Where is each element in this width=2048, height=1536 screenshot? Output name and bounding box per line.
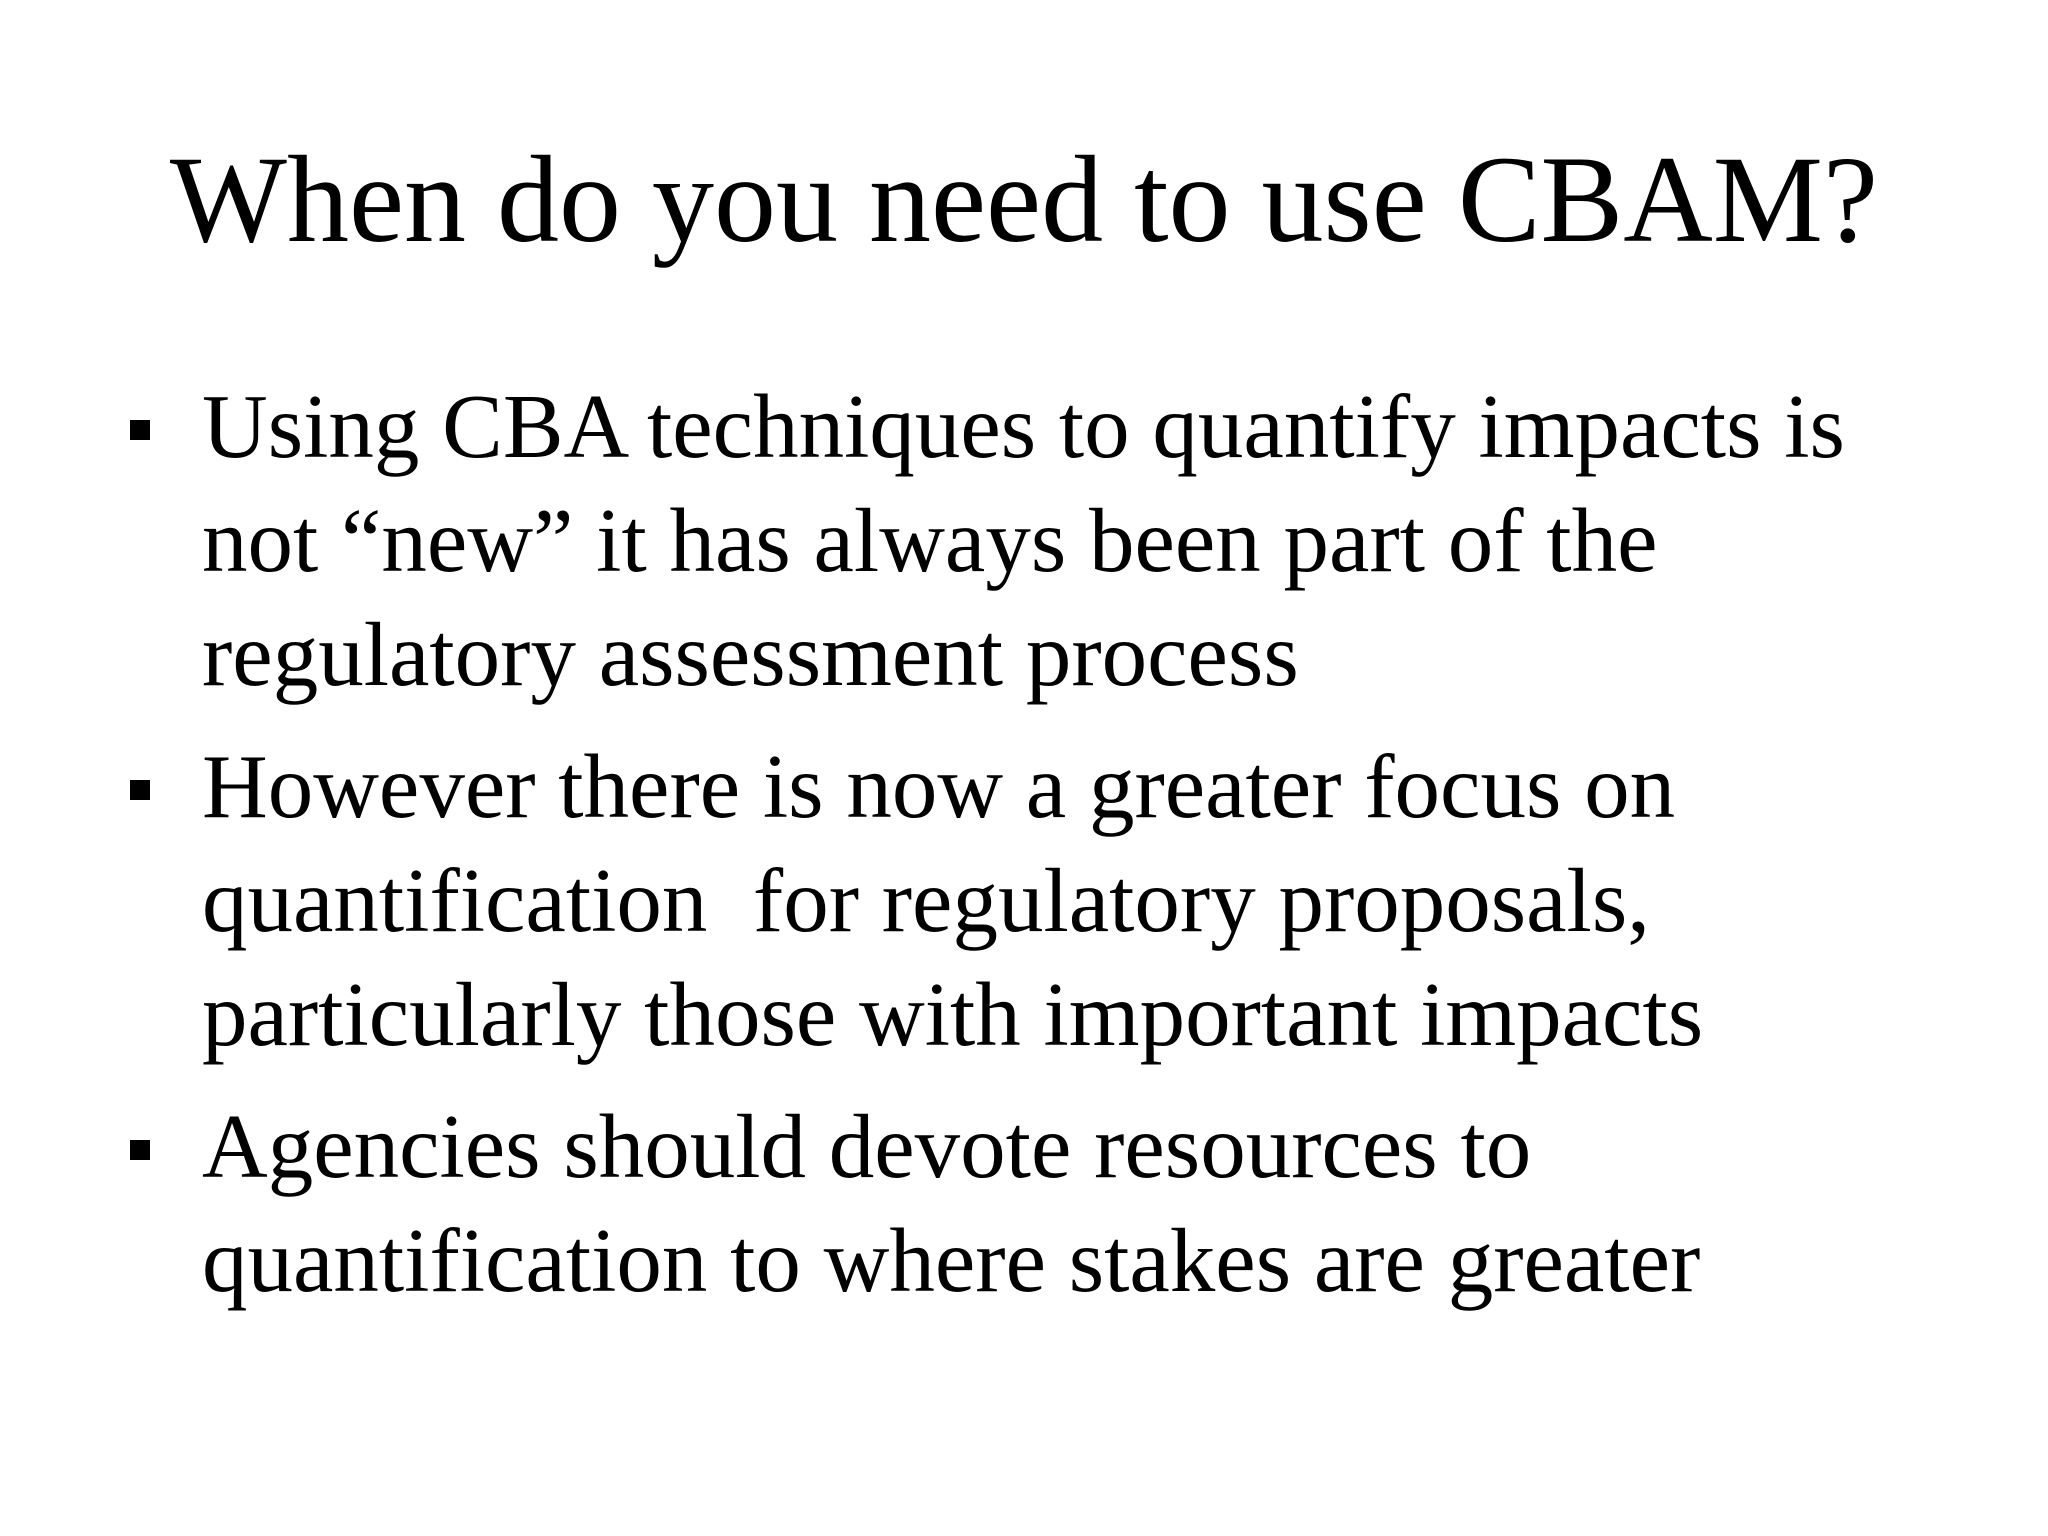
bullet-item <box>130 730 1950 1072</box>
bullet-line: particularly those with important impacts <box>202 964 1704 1065</box>
slide-title: When do you need to use CBAM? <box>169 131 1879 268</box>
bullet-line: Using CBA techniques to quantify impacts is <box>202 376 1845 477</box>
bullet-item <box>130 370 1950 712</box>
bullet-line: quantification for regulatory proposals, <box>202 850 1651 951</box>
bullet-line: quantification to where stakes are greater <box>202 1210 1701 1311</box>
bullet-item <box>130 1090 1950 1318</box>
bullet-line: However there is now a greater focus on <box>202 736 1676 837</box>
square-bullet-icon <box>130 780 150 800</box>
bullet-line: Agencies should devote resources to <box>202 1096 1532 1197</box>
square-bullet-icon <box>130 1140 150 1160</box>
bullet-list <box>130 370 1950 1336</box>
bullet-line: not “new” it has always been part of the <box>202 490 1658 591</box>
bullet-line: regulatory assessment process <box>202 604 1299 705</box>
square-bullet-icon <box>130 420 150 440</box>
